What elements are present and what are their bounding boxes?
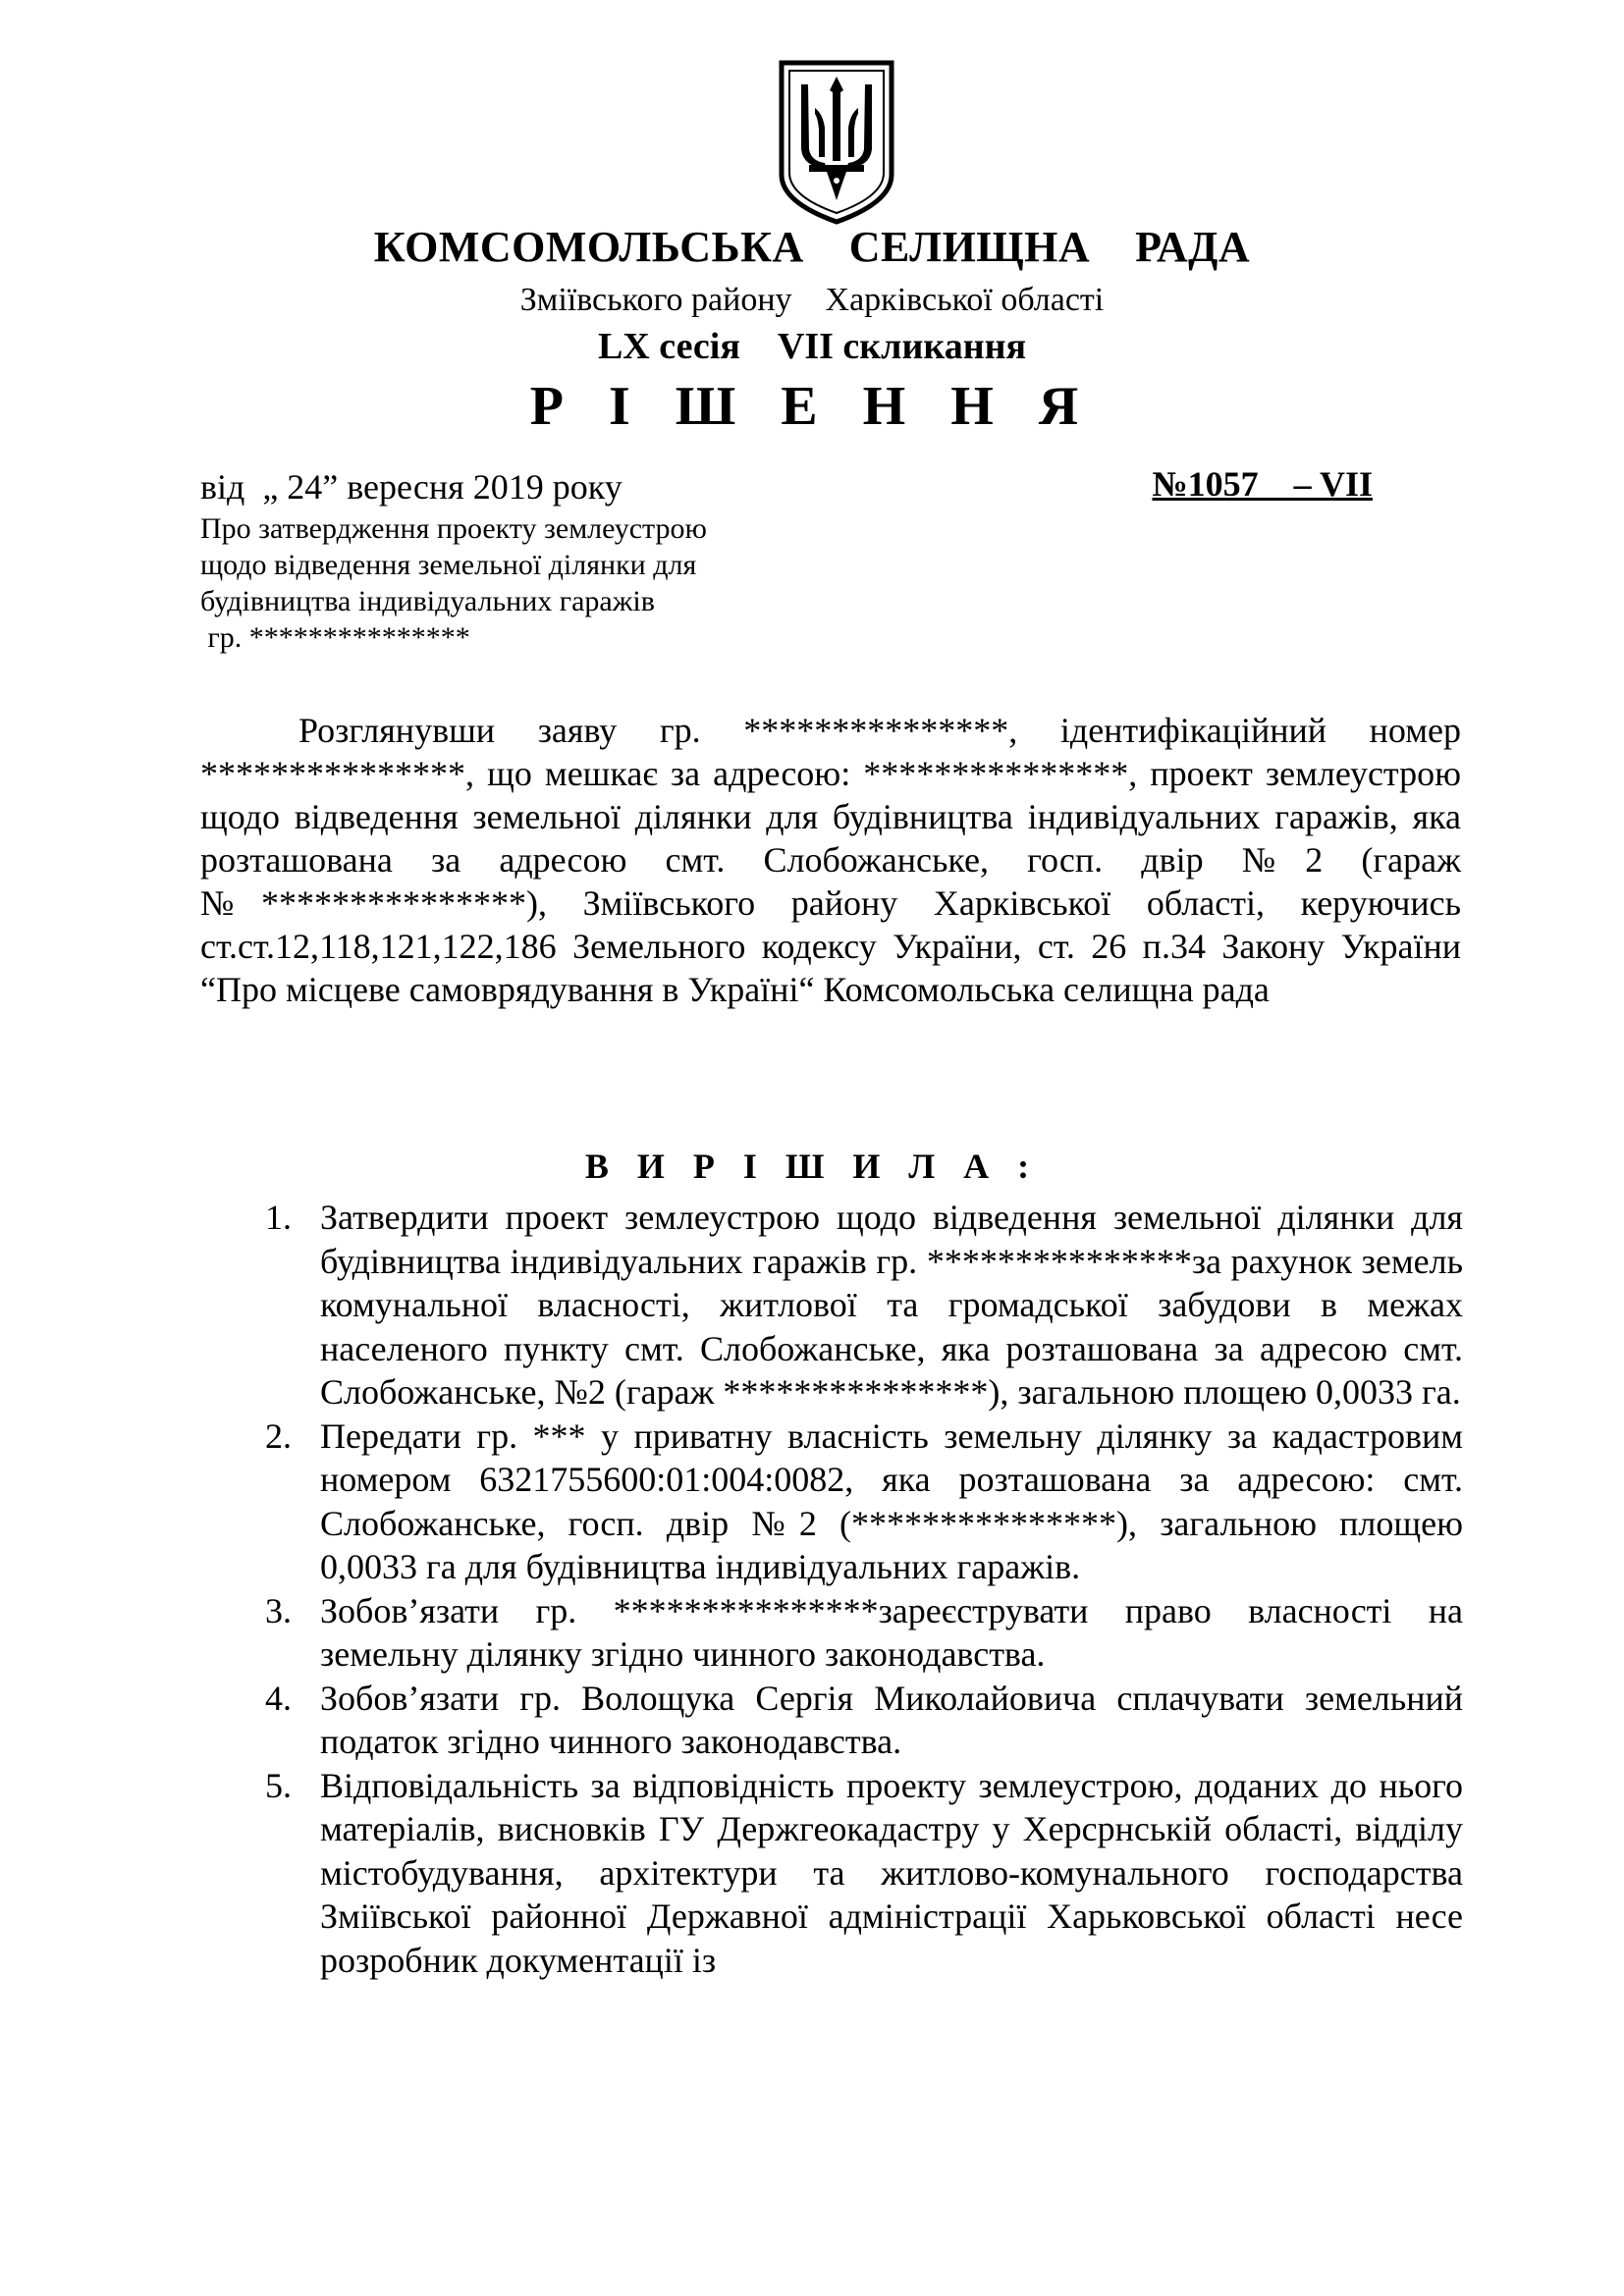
item-text: Передати гр. *** у приватну власність земельну ділянку за кадастровим номером 6321755600:01:004:0082, яка розташована за адресою: смт. Слобожанське, госп. двір №2 (***************), загальною площею 0,0033 га для будівництва індивідуальних гаражів. <box>320 1415 1463 1586</box>
preamble-paragraph: Розглянувши заяву гр. ***************, ідентифікаційний номер ***************, що мешкає за адресою: ***************, проект землеустрою щодо відведення земельної ділянки для будівництва індивідуальних гаражів, яка розташована за адресою смт. Слобожанське, госп. двір №2 (гараж №***************), Зміївського району Харківської області, керуючись ст.ст.12,118,121,122,186 Земельного кодексу України, ст. 26 п.34 Закону України “Про місцеве самоврядування в Україні“ Комсомольська селищна рада <box>200 711 1461 1009</box>
resolved-heading: В И Р І Ш И Л А : <box>584 1147 1040 1186</box>
subject-line: Про затвердження проекту землеустрою <box>200 512 707 545</box>
region-line: Зміївського району Харківської області <box>519 282 1105 318</box>
item-number: 3. <box>265 1590 292 1630</box>
item-number: 2. <box>265 1415 292 1456</box>
list-item <box>265 1677 1463 1764</box>
item-number: 4. <box>265 1678 292 1718</box>
subject-line: щодо відведення земельної ділянки для <box>200 549 697 581</box>
session-line: LX сесія VII скликання <box>597 326 1027 367</box>
subject-line: гр. *************** <box>200 621 470 654</box>
subject-line: будівництва індивідуальних гаражів <box>200 585 655 617</box>
item-text: Зобов’язати гр. ***************зареєструвати право власності на земельну ділянку згідно чинного законодавства. <box>320 1590 1463 1674</box>
decision-date: від „ 24” вересня 2019 року <box>200 467 623 507</box>
decision-title: Р І Ш Е Н Н Я <box>529 376 1095 437</box>
item-number: 1. <box>265 1198 292 1237</box>
list-item <box>265 1415 1463 1589</box>
item-text: Відповідальність за відповідність проекту землеустрою, доданих до нього матеріалів, висновків ГУ Держгеокадастру у Херсрнській області, відділу містобудування, архітектури та житлово-комунального господарства Зміївської районної Державної адміністрації Харьковської області несе розробник документації із <box>320 1765 1463 1980</box>
list-item <box>265 1196 1463 1415</box>
trident-emblem-icon <box>776 59 897 226</box>
item-text: Затвердити проект землеустрою щодо відведення земельної ділянки для будівництва індивідуальних гаражів гр. ***************за рахунок земель комунальної власності, житлової та громадської забудови в межах населеного пункту смт. Слобожанське, яка розташована за адресою смт. Слобожанське, №2 (гараж ***************), загальною площею 0,0033 га. <box>320 1198 1463 1412</box>
resolution-list <box>265 1196 1463 1982</box>
list-item <box>265 1589 1463 1677</box>
item-text: Зобов’язати гр. Волощука Сергія Миколайовича сплачувати земельний податок згідно чинного законодавства. <box>320 1678 1463 1761</box>
decision-number: №1057 – VII <box>1152 464 1373 504</box>
item-number: 5. <box>265 1765 292 1805</box>
list-item <box>265 1764 1463 1983</box>
decision-subject <box>200 510 707 656</box>
council-name: КОМСОМОЛЬСЬКА СЕЛИЩНА РАДА <box>373 223 1251 271</box>
